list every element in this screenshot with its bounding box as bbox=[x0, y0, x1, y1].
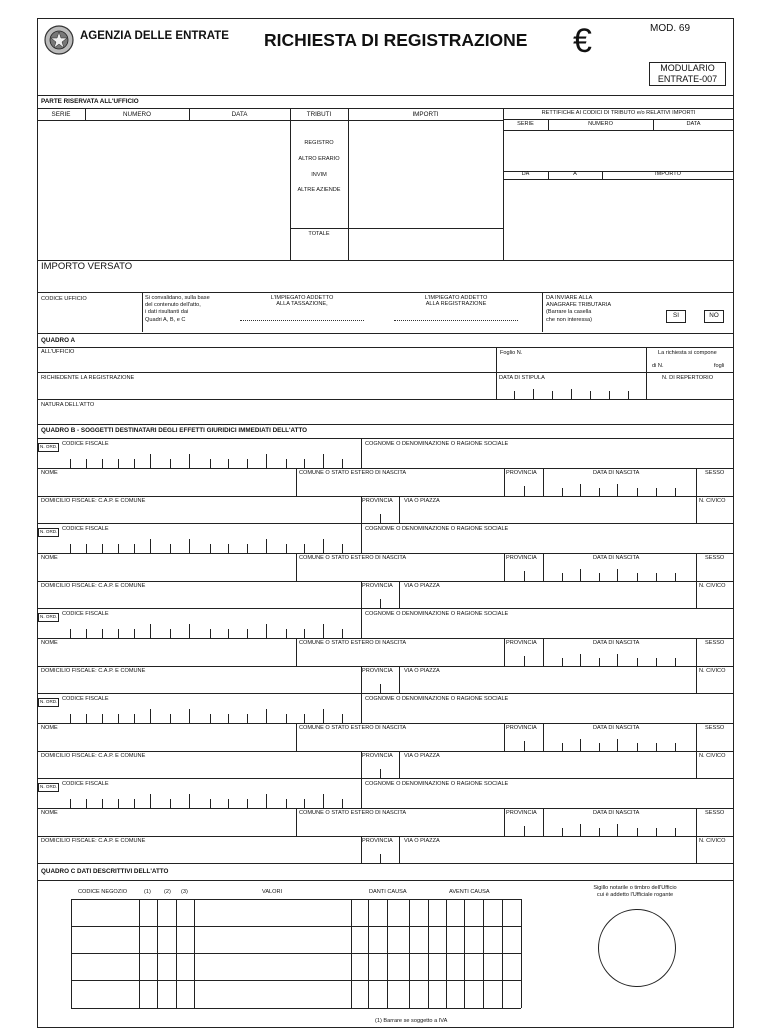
natura-atto-label: NATURA DELL'ATTO bbox=[41, 402, 95, 408]
n-ord-box[interactable] bbox=[38, 443, 59, 452]
domicilio-provincia-label: PROVINCIA bbox=[362, 753, 393, 759]
codice-fiscale-label: CODICE FISCALE bbox=[62, 526, 109, 532]
data-nascita-label: DATA DI NASCITA bbox=[593, 470, 640, 476]
via-piazza-label: VIA O PIAZZA bbox=[404, 753, 440, 759]
nome-label: NOME bbox=[41, 640, 58, 646]
page-title: RICHIESTA DI REGISTRAZIONE bbox=[264, 30, 528, 50]
codice-fiscale-label: CODICE FISCALE bbox=[62, 611, 109, 617]
quadro-c-title: QUADRO C DATI DESCRITTIVI DELL'ATTO bbox=[41, 868, 169, 875]
col-tributi: TRIBUTI bbox=[306, 111, 332, 118]
signature-line-tassazione[interactable] bbox=[240, 320, 364, 321]
signature-line-registrazione[interactable] bbox=[394, 320, 518, 321]
rett-da: DA bbox=[521, 171, 530, 177]
foglio-label: Foglio N. bbox=[500, 350, 523, 356]
domicilio-provincia-label: PROVINCIA bbox=[362, 668, 393, 674]
comune-nascita-label: COMUNE O STATO ESTERO DI NASCITA bbox=[299, 640, 407, 646]
quadro-b-title: QUADRO B - SOGGETTI DESTINATARI DEGLI EFFETTI GIURIDICI IMMEDIATI DELL'ATTO bbox=[41, 427, 308, 434]
di-n-label: di N. bbox=[652, 363, 664, 369]
modulario-label: MODULARIO bbox=[660, 63, 715, 73]
seal-circle bbox=[598, 909, 676, 987]
n-ord-box[interactable] bbox=[38, 698, 59, 707]
all-ufficio-label: ALL'UFFICIO bbox=[41, 349, 75, 355]
n-ord-label: N. ORD. bbox=[40, 614, 58, 619]
emblem-icon bbox=[43, 24, 75, 56]
col-data: DATA bbox=[231, 111, 248, 118]
danti-causa-label: DANTI CAUSA bbox=[369, 889, 407, 895]
convalida-line3: i dati risultanti dai bbox=[145, 309, 189, 315]
tributo-invim: INVIM bbox=[311, 172, 327, 178]
euro-symbol: € bbox=[573, 22, 592, 60]
col-serie: SERIE bbox=[51, 111, 71, 118]
modulario-code: ENTRATE-007 bbox=[657, 74, 718, 84]
provincia-label: PROVINCIA bbox=[506, 470, 537, 476]
anagrafe-line3: (Barrare la casella bbox=[546, 309, 592, 315]
richiesta-compone: La richiesta si compone bbox=[658, 350, 717, 356]
domicilio-label: DOMICILIO FISCALE: C.A.P. E COMUNE bbox=[41, 583, 146, 589]
codice-ufficio-label: CODICE UFFICIO bbox=[41, 296, 87, 302]
agency-name: AGENZIA DELLE ENTRATE bbox=[80, 30, 229, 42]
anagrafe-line4: che non interessa) bbox=[546, 317, 593, 323]
convalida-line1: Si convalidano, sulla base bbox=[145, 295, 210, 301]
sigillo-line1: Sigillo notarile o timbro dell'Ufficio bbox=[593, 885, 677, 891]
tributo-registro: REGISTRO bbox=[304, 140, 334, 146]
provincia-label: PROVINCIA bbox=[506, 810, 537, 816]
richiedente-label: RICHIEDENTE LA REGISTRAZIONE bbox=[41, 375, 135, 381]
codice-fiscale-label: CODICE FISCALE bbox=[62, 441, 109, 447]
n-ord-label: N. ORD. bbox=[40, 784, 58, 789]
footnote-iva: (1) Barrare se soggetto a IVA bbox=[375, 1018, 448, 1024]
data-nascita-label: DATA DI NASCITA bbox=[593, 725, 640, 731]
anagrafe-line2: ANAGRAFE TRIBUTARIA bbox=[546, 302, 612, 308]
nome-label: NOME bbox=[41, 470, 58, 476]
n-ord-label: N. ORD. bbox=[40, 444, 58, 449]
cognome-label: COGNOME O DENOMINAZIONE O RAGIONE SOCIALE bbox=[365, 781, 509, 787]
comune-nascita-label: COMUNE O STATO ESTERO DI NASCITA bbox=[299, 725, 407, 731]
provincia-label: PROVINCIA bbox=[506, 725, 537, 731]
via-piazza-label: VIA O PIAZZA bbox=[404, 498, 440, 504]
n-ord-label: N. ORD. bbox=[40, 699, 58, 704]
comune-nascita-label: COMUNE O STATO ESTERO DI NASCITA bbox=[299, 555, 407, 561]
n-civico-label: N. CIVICO bbox=[699, 668, 726, 674]
nome-label: NOME bbox=[41, 725, 58, 731]
n-ord-label: N. ORD. bbox=[40, 529, 58, 534]
fogli-label: fogli bbox=[714, 363, 725, 369]
quadro-a-title: QUADRO A bbox=[41, 337, 76, 344]
domicilio-label: DOMICILIO FISCALE: C.A.P. E COMUNE bbox=[41, 498, 146, 504]
col-numero: NUMERO bbox=[123, 111, 151, 118]
comune-nascita-label: COMUNE O STATO ESTERO DI NASCITA bbox=[299, 810, 407, 816]
provincia-label: PROVINCIA bbox=[506, 640, 537, 646]
data-nascita-label: DATA DI NASCITA bbox=[593, 555, 640, 561]
sesso-label: SESSO bbox=[705, 810, 725, 816]
cognome-label: COGNOME O DENOMINAZIONE O RAGIONE SOCIALE bbox=[365, 441, 509, 447]
no-label: NO bbox=[709, 312, 719, 319]
impiegato-registrazione-2: ALLA REGISTRAZIONE bbox=[425, 301, 487, 307]
col-importi: IMPORTI bbox=[412, 111, 439, 118]
repertorio-label: N. DI REPERTORIO bbox=[662, 375, 714, 381]
nome-label: NOME bbox=[41, 810, 58, 816]
via-piazza-label: VIA O PIAZZA bbox=[404, 668, 440, 674]
impiegato-tassazione-1: L'IMPIEGATO ADDETTO bbox=[270, 295, 334, 301]
data-nascita-label: DATA DI NASCITA bbox=[593, 640, 640, 646]
n-ord-box[interactable] bbox=[38, 528, 59, 537]
data-stipula-label: DATA DI STIPULA bbox=[499, 375, 545, 381]
aventi-causa-label: AVENTI CAUSA bbox=[449, 889, 490, 895]
cognome-label: COGNOME O DENOMINAZIONE O RAGIONE SOCIALE bbox=[365, 526, 509, 532]
rettifiche-header: RETTIFICHE AI CODICI DI TRIBUTO e/o RELATIVI IMPORTI bbox=[541, 110, 696, 116]
rett-numero: NUMERO bbox=[588, 121, 613, 127]
convalida-line4: Quadri A, B, e C bbox=[145, 317, 186, 323]
rett-serie: SERIE bbox=[517, 121, 534, 127]
domicilio-provincia-label: PROVINCIA bbox=[362, 583, 393, 589]
col-3-label: (3) bbox=[181, 889, 188, 895]
rett-importo: IMPORTO bbox=[655, 171, 681, 177]
col-1-label: (1) bbox=[144, 889, 151, 895]
office-section-title: PARTE RISERVATA ALL'UFFICIO bbox=[41, 98, 139, 105]
domicilio-provincia-label: PROVINCIA bbox=[362, 498, 393, 504]
n-civico-label: N. CIVICO bbox=[699, 753, 726, 759]
codice-fiscale-label: CODICE FISCALE bbox=[62, 781, 109, 787]
n-ord-box[interactable] bbox=[38, 783, 59, 792]
cognome-label: COGNOME O DENOMINAZIONE O RAGIONE SOCIALE bbox=[365, 696, 509, 702]
provincia-label: PROVINCIA bbox=[506, 555, 537, 561]
codice-negozio-label: CODICE NEGOZIO bbox=[78, 889, 128, 895]
codice-fiscale-label: CODICE FISCALE bbox=[62, 696, 109, 702]
col-2-label: (2) bbox=[164, 889, 171, 895]
anagrafe-line1: DA INVIARE ALLA bbox=[546, 295, 593, 301]
domicilio-provincia-label: PROVINCIA bbox=[362, 838, 393, 844]
mod-number: MOD. 69 bbox=[650, 23, 691, 34]
totale-label: TOTALE bbox=[308, 231, 330, 237]
impiegato-registrazione-1: L'IMPIEGATO ADDETTO bbox=[424, 295, 488, 301]
sigillo-line2: cui è addetto l'Ufficiale rogante bbox=[596, 892, 674, 898]
convalida-line2: del contenuto dell'atto, bbox=[145, 302, 201, 308]
n-civico-label: N. CIVICO bbox=[699, 583, 726, 589]
rett-a: A bbox=[573, 171, 577, 177]
si-label: SI bbox=[673, 312, 679, 319]
valori-label: VALORI bbox=[262, 889, 283, 895]
via-piazza-label: VIA O PIAZZA bbox=[404, 583, 440, 589]
domicilio-label: DOMICILIO FISCALE: C.A.P. E COMUNE bbox=[41, 668, 146, 674]
domicilio-label: DOMICILIO FISCALE: C.A.P. E COMUNE bbox=[41, 838, 146, 844]
tributo-altro-erario: ALTRO ERARIO bbox=[298, 156, 340, 162]
rett-data: DATA bbox=[686, 121, 701, 127]
via-piazza-label: VIA O PIAZZA bbox=[404, 838, 440, 844]
data-nascita-label: DATA DI NASCITA bbox=[593, 810, 640, 816]
impiegato-tassazione-2: ALLA TASSAZIONE, bbox=[276, 301, 328, 307]
n-ord-box[interactable] bbox=[38, 613, 59, 622]
sesso-label: SESSO bbox=[705, 470, 725, 476]
n-civico-label: N. CIVICO bbox=[699, 838, 726, 844]
importo-versato-label: IMPORTO VERSATO bbox=[41, 261, 133, 272]
comune-nascita-label: COMUNE O STATO ESTERO DI NASCITA bbox=[299, 470, 407, 476]
cognome-label: COGNOME O DENOMINAZIONE O RAGIONE SOCIALE bbox=[365, 611, 509, 617]
sesso-label: SESSO bbox=[705, 725, 725, 731]
domicilio-label: DOMICILIO FISCALE: C.A.P. E COMUNE bbox=[41, 753, 146, 759]
sesso-label: SESSO bbox=[705, 640, 725, 646]
sesso-label: SESSO bbox=[705, 555, 725, 561]
n-civico-label: N. CIVICO bbox=[699, 498, 726, 504]
tributo-altre-aziende: ALTRE AZIENDE bbox=[297, 187, 341, 193]
nome-label: NOME bbox=[41, 555, 58, 561]
